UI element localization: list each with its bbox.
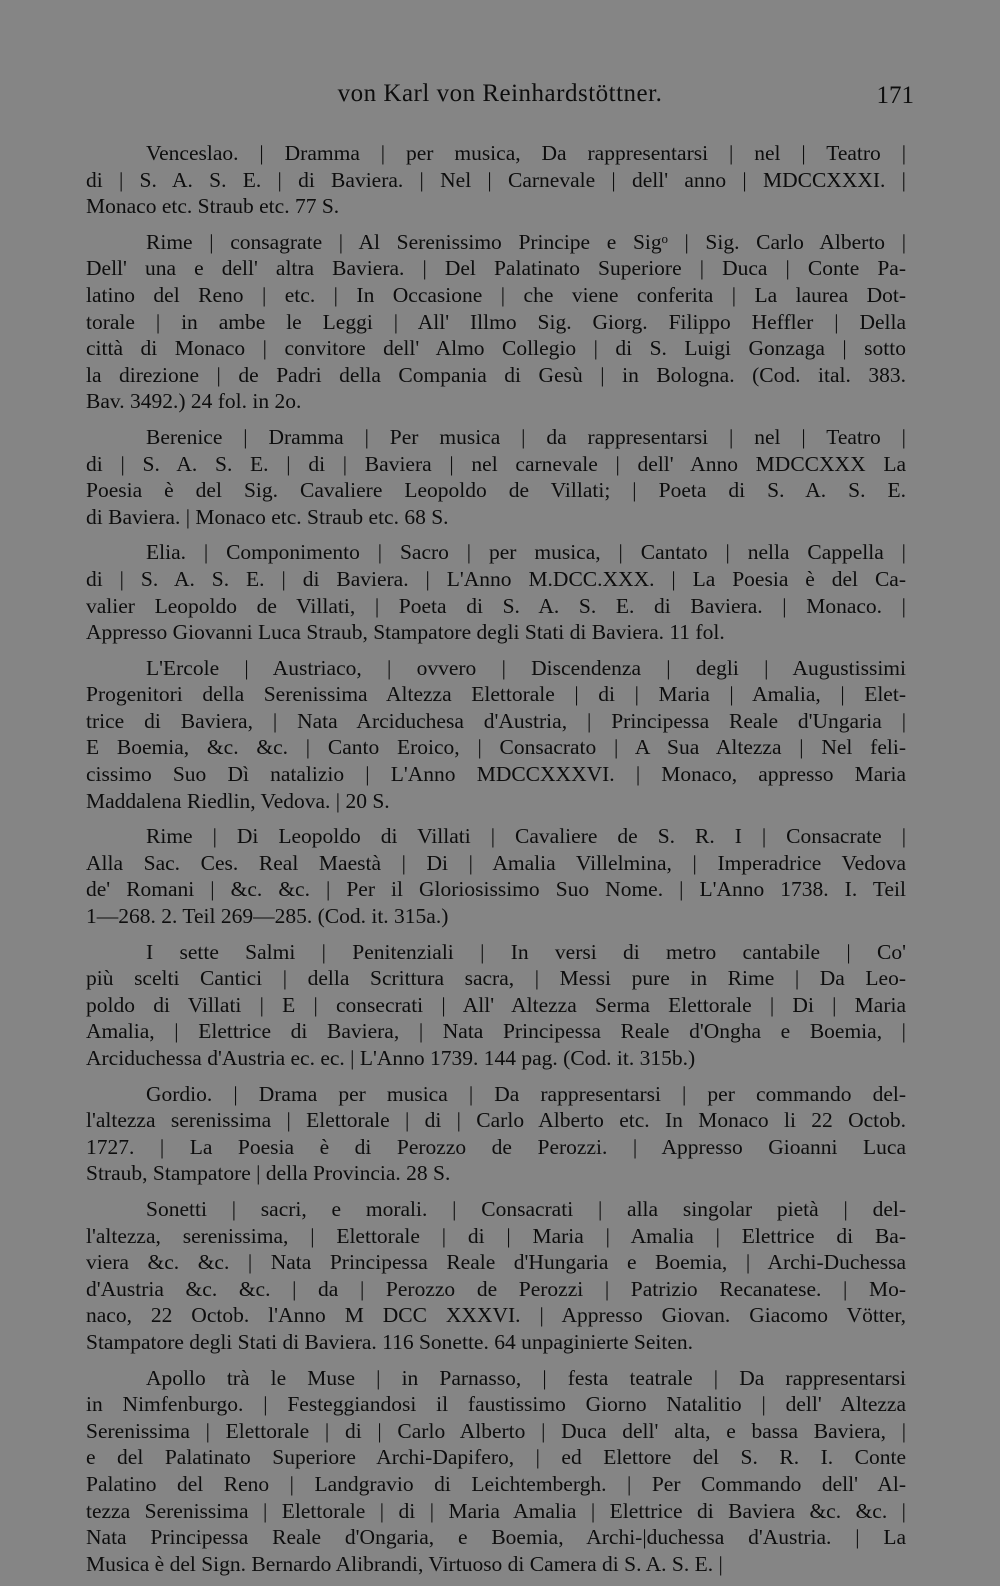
text-line: trice di Baviera, | Nata Arciduchesa d'Austria, | Principessa Reale d'Ungaria |: [86, 708, 906, 733]
text-line: cissimo Suo Dì natalizio | L'Anno MDCCXXXVI. | Monaco, appresso Maria: [86, 762, 906, 787]
text-line: Stampatore degli Stati di Baviera. 116 Sonette. 64 unpaginierte Seiten.: [86, 1329, 694, 1354]
text-line: latino del Reno | etc. | In Occasione | che viene conferita | La laurea Dot-: [86, 282, 906, 307]
text-line: Rime | Di Leopoldo di Villati | Cavaliere de S. R. I | Consacrate |: [146, 824, 906, 849]
text-line: viera &c. &c. | Nata Principessa Reale d'Hungaria e Boemia, | Archi-Duchessa: [86, 1250, 906, 1275]
text-line: torale | in ambe le Leggi | All' Illmo Sig. Giorg. Filippo Heffler | Della: [86, 309, 906, 334]
text-line: Straub, Stampatore | della Provincia. 28 S.: [86, 1161, 451, 1186]
text-line: città di Monaco | convitore dell' Almo Collegio | di S. Luigi Gonzaga | sotto: [86, 336, 906, 361]
text-line: poldo di Villati | E | consecrati | All' Altezza Serma Elettorale | Di | Maria: [86, 992, 906, 1017]
bibliography-entry: [86, 140, 906, 220]
text-line: Amalia, | Elettrice di Baviera, | Nata Principessa Reale d'Ongha e Boemia, |: [86, 1019, 906, 1044]
text-line: Monaco etc. Straub etc. 77 S.: [86, 194, 340, 219]
text-line: valier Leopoldo de Villati, | Poeta di S. A. S. E. di Baviera. | Monaco. |: [86, 593, 906, 618]
text-line: Serenissima | Elettorale | di | Carlo Alberto | Duca dell' alta, e bassa Baviera, |: [86, 1418, 906, 1443]
bibliography-entry: [86, 823, 906, 929]
bibliography-entry: [86, 655, 906, 815]
text-line: Elia. | Componimento | Sacro | per musica, | Cantato | nella Cappella |: [146, 540, 906, 565]
text-line: E Boemia, &c. &c. | Canto Eroico, | Consacrato | A Sua Altezza | Nel feli-: [86, 735, 906, 760]
text-line: de' Romani | &c. &c. | Per il Gloriosissimo Suo Nome. | L'Anno 1738. I. Teil: [86, 877, 906, 902]
text-line: Gordio. | Drama per musica | Da rappresentarsi | per commando del-: [146, 1081, 906, 1106]
text-line: naco, 22 Octob. l'Anno M DCC XXXVI. | Appresso Giovan. Giacomo Vötter,: [86, 1303, 906, 1328]
running-head: von Karl von Reinhardstöttner.: [337, 80, 663, 107]
bibliography-entry: [86, 1081, 906, 1187]
bibliography-entry: [86, 939, 906, 1072]
text-line: Venceslao. | Dramma | per musica, Da rappresentarsi | nel | Teatro |: [146, 141, 906, 165]
text-line: Musica è del Sign. Bernardo Alibrandi, Virtuoso di Camera di S. A. S. E. |: [86, 1551, 723, 1576]
text-line: Sonetti | sacri, e morali. | Consacrati | alla singolar pietà | del-: [146, 1196, 906, 1221]
text-line: in Nimfenburgo. | Festeggiandosi il faustissimo Giorno Natalitio | dell' Altezza: [86, 1392, 906, 1417]
page-number: 171: [876, 82, 914, 109]
text-line: Arciduchessa d'Austria ec. ec. | L'Anno 1739. 144 pag. (Cod. it. 315b.): [86, 1046, 696, 1070]
text-line: e del Palatinato Superiore Archi-Dapifero, | ed Elettore del S. R. I. Conte: [86, 1445, 906, 1470]
text-line: Palatino del Reno | Landgravio di Leichtembergh. | Per Commando dell' Al-: [86, 1471, 906, 1496]
bibliography-entry: [86, 1365, 906, 1578]
text-line: Bav. 3492.) 24 fol. in 2o.: [86, 389, 302, 414]
text-line: l'altezza, serenissima, | Elettorale | di | Maria | Amalia | Elettrice di Ba-: [86, 1223, 906, 1248]
text-line: d'Austria &c. &c. | da | Perozzo de Perozzi | Patrizio Recanatese. | Mo-: [86, 1276, 906, 1301]
text-line: la direzione | de Padri della Compania di Gesù | in Bologna. (Cod. ital. 383.: [86, 362, 906, 387]
text-line: Rime | consagrate | Al Serenissimo Principe e Sigᵒ | Sig. Carlo Alberto |: [146, 229, 906, 254]
text-line: Poesia è del Sig. Cavaliere Leopoldo de Villati; | Poeta di S. A. S. E.: [86, 478, 906, 503]
text-line: Appresso Giovanni Luca Straub, Stampatore degli Stati di Baviera. 11 fol.: [86, 620, 725, 645]
bibliography-entry: [86, 229, 906, 415]
bibliography-entry: [86, 539, 906, 645]
text-line: di | S. A. S. E. | di | Baviera | nel carnevale | dell' Anno MDCCXXX La: [86, 451, 906, 476]
text-line: 1—268. 2. Teil 269—285. (Cod. it. 315a.): [86, 904, 449, 929]
text-line: l'altezza serenissima | Elettorale | di | Carlo Alberto etc. In Monaco li 22 Octob.: [86, 1108, 906, 1133]
text-line: di | S. A. S. E. | di Baviera. | Nel | Carnevale | dell' anno | MDCCXXXI. |: [86, 167, 906, 192]
bibliography-entry: [86, 424, 906, 530]
text-line: Berenice | Dramma | Per musica | da rappresentarsi | nel | Teatro |: [146, 424, 906, 449]
text-line: Progenitori della Serenissima Altezza Elettorale | di | Maria | Amalia, | Elet-: [86, 682, 906, 707]
text-line: L'Ercole | Austriaco, | ovvero | Discendenza | degli | Augustissimi: [146, 655, 906, 680]
text-line: Dell' una e dell' altra Baviera. | Del Palatinato Superiore | Duca | Conte Pa-: [86, 256, 906, 281]
page-header: [0, 80, 1000, 112]
text-line: tezza Serenissima | Elettorale | di | Maria Amalia | Elettrice di Baviera &c. &c. |: [86, 1498, 906, 1523]
text-line: Maddalena Riedlin, Vedova. | 20 S.: [86, 788, 390, 813]
text-line: Alla Sac. Ces. Real Maestà | Di | Amalia Villelmina, | Imperadrice Vedova: [86, 850, 906, 875]
text-line: I sette Salmi | Penitenziali | In versi di metro cantabile | Co': [146, 939, 906, 964]
text-line: Apollo trà le Muse | in Parnasso, | festa teatrale | Da rappresentarsi: [146, 1365, 906, 1390]
text-line: di Baviera. | Monaco etc. Straub etc. 68 S.: [86, 504, 449, 529]
text-line: 1727. | La Poesia è di Perozzo de Perozzi. | Appresso Gioanni Luca: [86, 1134, 906, 1159]
bibliography-entries: [86, 140, 906, 1586]
text-line: più scelti Cantici | della Scrittura sacra, | Messi pure in Rime | Da Leo-: [86, 966, 906, 991]
text-line: Nata Principessa Reale d'Ongaria, e Boemia, Archi-|duchessa d'Austria. | La: [86, 1525, 906, 1550]
text-line: di | S. A. S. E. | di Baviera. | L'Anno M.DCC.XXX. | La Poesia è del Ca-: [86, 566, 906, 591]
bibliography-entry: [86, 1196, 906, 1356]
